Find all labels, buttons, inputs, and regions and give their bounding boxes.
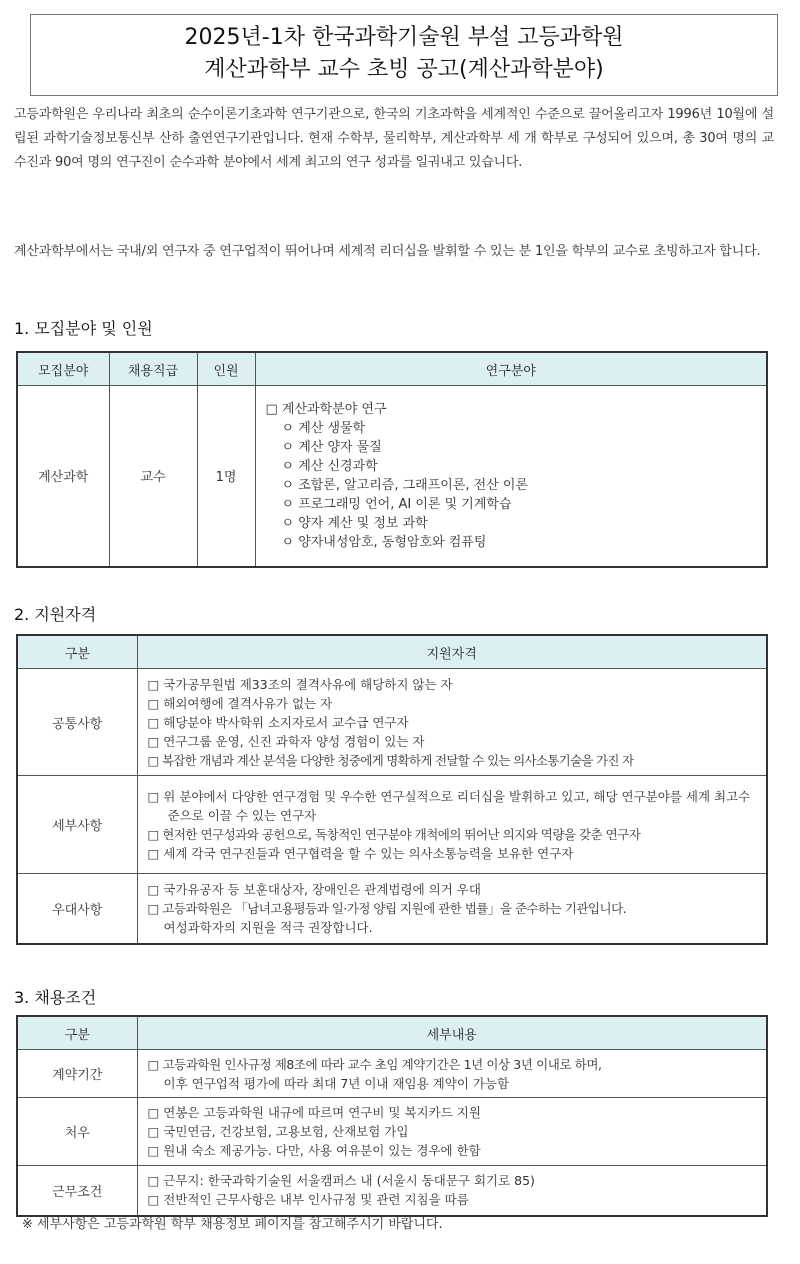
- list-item: □ 원내 숙소 제공가능. 다만, 사용 여유분이 있는 경우에 한함: [147, 1143, 481, 1158]
- benefits-label: 처우: [17, 1098, 137, 1166]
- count-cell: 1명: [197, 386, 255, 567]
- table-row: [17, 1166, 767, 1216]
- section1-heading: 1. 모집분야 및 인원: [14, 319, 153, 338]
- qualification-table: [16, 634, 768, 945]
- list-item: □ 전반적인 근무사항은 내부 인사규정 및 관련 지침을 따름: [147, 1192, 469, 1208]
- list-item: 이후 연구업적 평가에 따라 최대 7년 이내 재임용 계약이 가능함: [163, 1075, 510, 1091]
- section2-heading: 2. 지원자격: [14, 605, 97, 624]
- workplace-items: [137, 1166, 767, 1216]
- table-row: [17, 776, 767, 874]
- preference-label: 우대사항: [17, 874, 137, 944]
- list-item: □ 국민연금, 건강보험, 고용보험, 산재보험 가입: [147, 1124, 409, 1139]
- research-title: □ 계산과학분야 연구: [265, 401, 387, 417]
- list-item: □ 고등과학원 인사규정 제8조에 따라 교수 초임 계약기간은 1년 이상 3년 이내로 하며,: [147, 1056, 602, 1072]
- benefits-items: [137, 1098, 767, 1166]
- recruitment-table: [16, 351, 768, 568]
- header-field: 모집분야: [17, 352, 109, 386]
- research-item: ㅇ 계산 신경과학: [281, 458, 378, 474]
- research-item: ㅇ 프로그래밍 언어, AI 이론 및 기계학습: [281, 496, 512, 512]
- list-item: 여성과학자의 지원을 적극 권장합니다.: [163, 919, 373, 935]
- workplace-label: 근무조건: [17, 1166, 137, 1216]
- header-rank: 채용직급: [109, 352, 197, 386]
- table-row: [17, 1098, 767, 1166]
- table-header-row: [17, 352, 767, 386]
- research-cell: [255, 386, 767, 567]
- detail-label: 세부사항: [17, 776, 137, 874]
- list-item: □ 국가유공자 등 보훈대상자, 장애인은 관계법령에 의거 우대: [147, 881, 481, 897]
- detail-items: [137, 776, 767, 874]
- table-row: [17, 669, 767, 776]
- list-item: □ 세계 각국 연구진들과 연구협력을 할 수 있는 의사소통능력을 보유한 연구자: [147, 845, 574, 861]
- table-row: [17, 874, 767, 944]
- table-row: [17, 386, 767, 567]
- table-header-row: [17, 635, 767, 669]
- intro-paragraph-2: 계산과학부에서는 국내/외 연구자 중 연구업적이 뛰어나며 세계적 리더십을 발휘할 수 있는 분 1인을 학부의 교수로 초빙하고자 합니다.: [14, 244, 761, 259]
- section3-heading: 3. 채용조건: [14, 988, 97, 1007]
- header-qualification: 지원자격: [137, 635, 767, 669]
- header-details: 세부내용: [137, 1016, 767, 1050]
- common-label: 공통사항: [17, 669, 137, 776]
- list-item: □ 근무지: 한국과학기술원 서울캠퍼스 내 (서울시 동대문구 회기로 85): [147, 1173, 535, 1189]
- table-row: [17, 1050, 767, 1098]
- header-count: 인원: [197, 352, 255, 386]
- header-category: 구분: [17, 1016, 137, 1050]
- list-item: □ 해당분야 박사학위 소지자로서 교수급 연구자: [147, 714, 409, 730]
- notice-title-line2: 계산과학부 교수 초빙 공고(계산과학분야): [204, 57, 604, 82]
- footnote: ※ 세부사항은 고등과학원 학부 채용정보 페이지를 참고해주시기 바랍니다.: [22, 1217, 443, 1232]
- list-item: □ 해외여행에 결격사유가 없는 자: [147, 695, 333, 711]
- research-item: ㅇ 양자내성암호, 동형암호와 컴퓨팅: [281, 534, 487, 550]
- notice-title-box: [30, 14, 778, 96]
- table-header-row: [17, 1016, 767, 1050]
- contract-items: [137, 1050, 767, 1098]
- intro-paragraph-1: 고등과학원은 우리나라 최초의 순수이론기초과학 연구기관으로, 한국의 기초과학을 세계적인 수준으로 끌어올리고자 1996년 10월에 설립된 과학기술정보통신부 산하 출연연구기관입니다. 현재 수학부, 물리학부, 계산과학부 세 개 학부로 구성되어 있으며, 총 30여 명의 교수진과 90여 명의 연구진이 순수과학 분야에서 세계 최고의 연구 성과를 일궈내고 있습니다.: [14, 107, 774, 170]
- list-item: □ 현저한 연구성과와 공헌으로, 독창적인 연구분야 개척에의 뛰어난 의지와 역량을 갖춘 연구자: [147, 826, 641, 842]
- list-item: □ 국가공무원법 제33조의 결격사유에 해당하지 않는 자: [147, 676, 453, 692]
- header-research: 연구분야: [255, 352, 767, 386]
- contract-label: 계약기간: [17, 1050, 137, 1098]
- list-item: □ 고등과학원은 「남녀고용평등과 일·가정 양립 지원에 관한 법률」을 준수하는 기관입니다.: [147, 900, 627, 916]
- list-item: □ 연구그룹 운영, 신진 과학자 양성 경험이 있는 자: [147, 733, 425, 749]
- rank-cell: 교수: [109, 386, 197, 567]
- list-item: □ 복잡한 개념과 계산 분석을 다양한 청중에게 명확하게 전달할 수 있는 의사소통기술을 가진 자: [147, 752, 634, 768]
- notice-title-line1: 2025년-1차 한국과학기술원 부설 고등과학원: [184, 25, 624, 50]
- field-cell: 계산과학: [17, 386, 109, 567]
- header-category: 구분: [17, 635, 137, 669]
- common-items: [137, 669, 767, 776]
- research-item: ㅇ 양자 계산 및 정보 과학: [281, 515, 428, 531]
- list-item: □ 연봉은 고등과학원 내규에 따르며 연구비 및 복지카드 지원: [147, 1105, 481, 1120]
- preference-items: [137, 874, 767, 944]
- list-item: □ 위 분야에서 다양한 연구경험 및 우수한 연구실적으로 리더십을 발휘하고 있고, 해당 연구분야를 세계 최고수준으로 이끌 수 있는 연구자: [147, 788, 751, 823]
- research-item: ㅇ 계산 생물학: [281, 420, 366, 436]
- research-item: ㅇ 계산 양자 물질: [281, 439, 382, 455]
- conditions-table: [16, 1015, 768, 1217]
- research-item: ㅇ 조합론, 알고리즘, 그래프이론, 전산 이론: [281, 477, 529, 493]
